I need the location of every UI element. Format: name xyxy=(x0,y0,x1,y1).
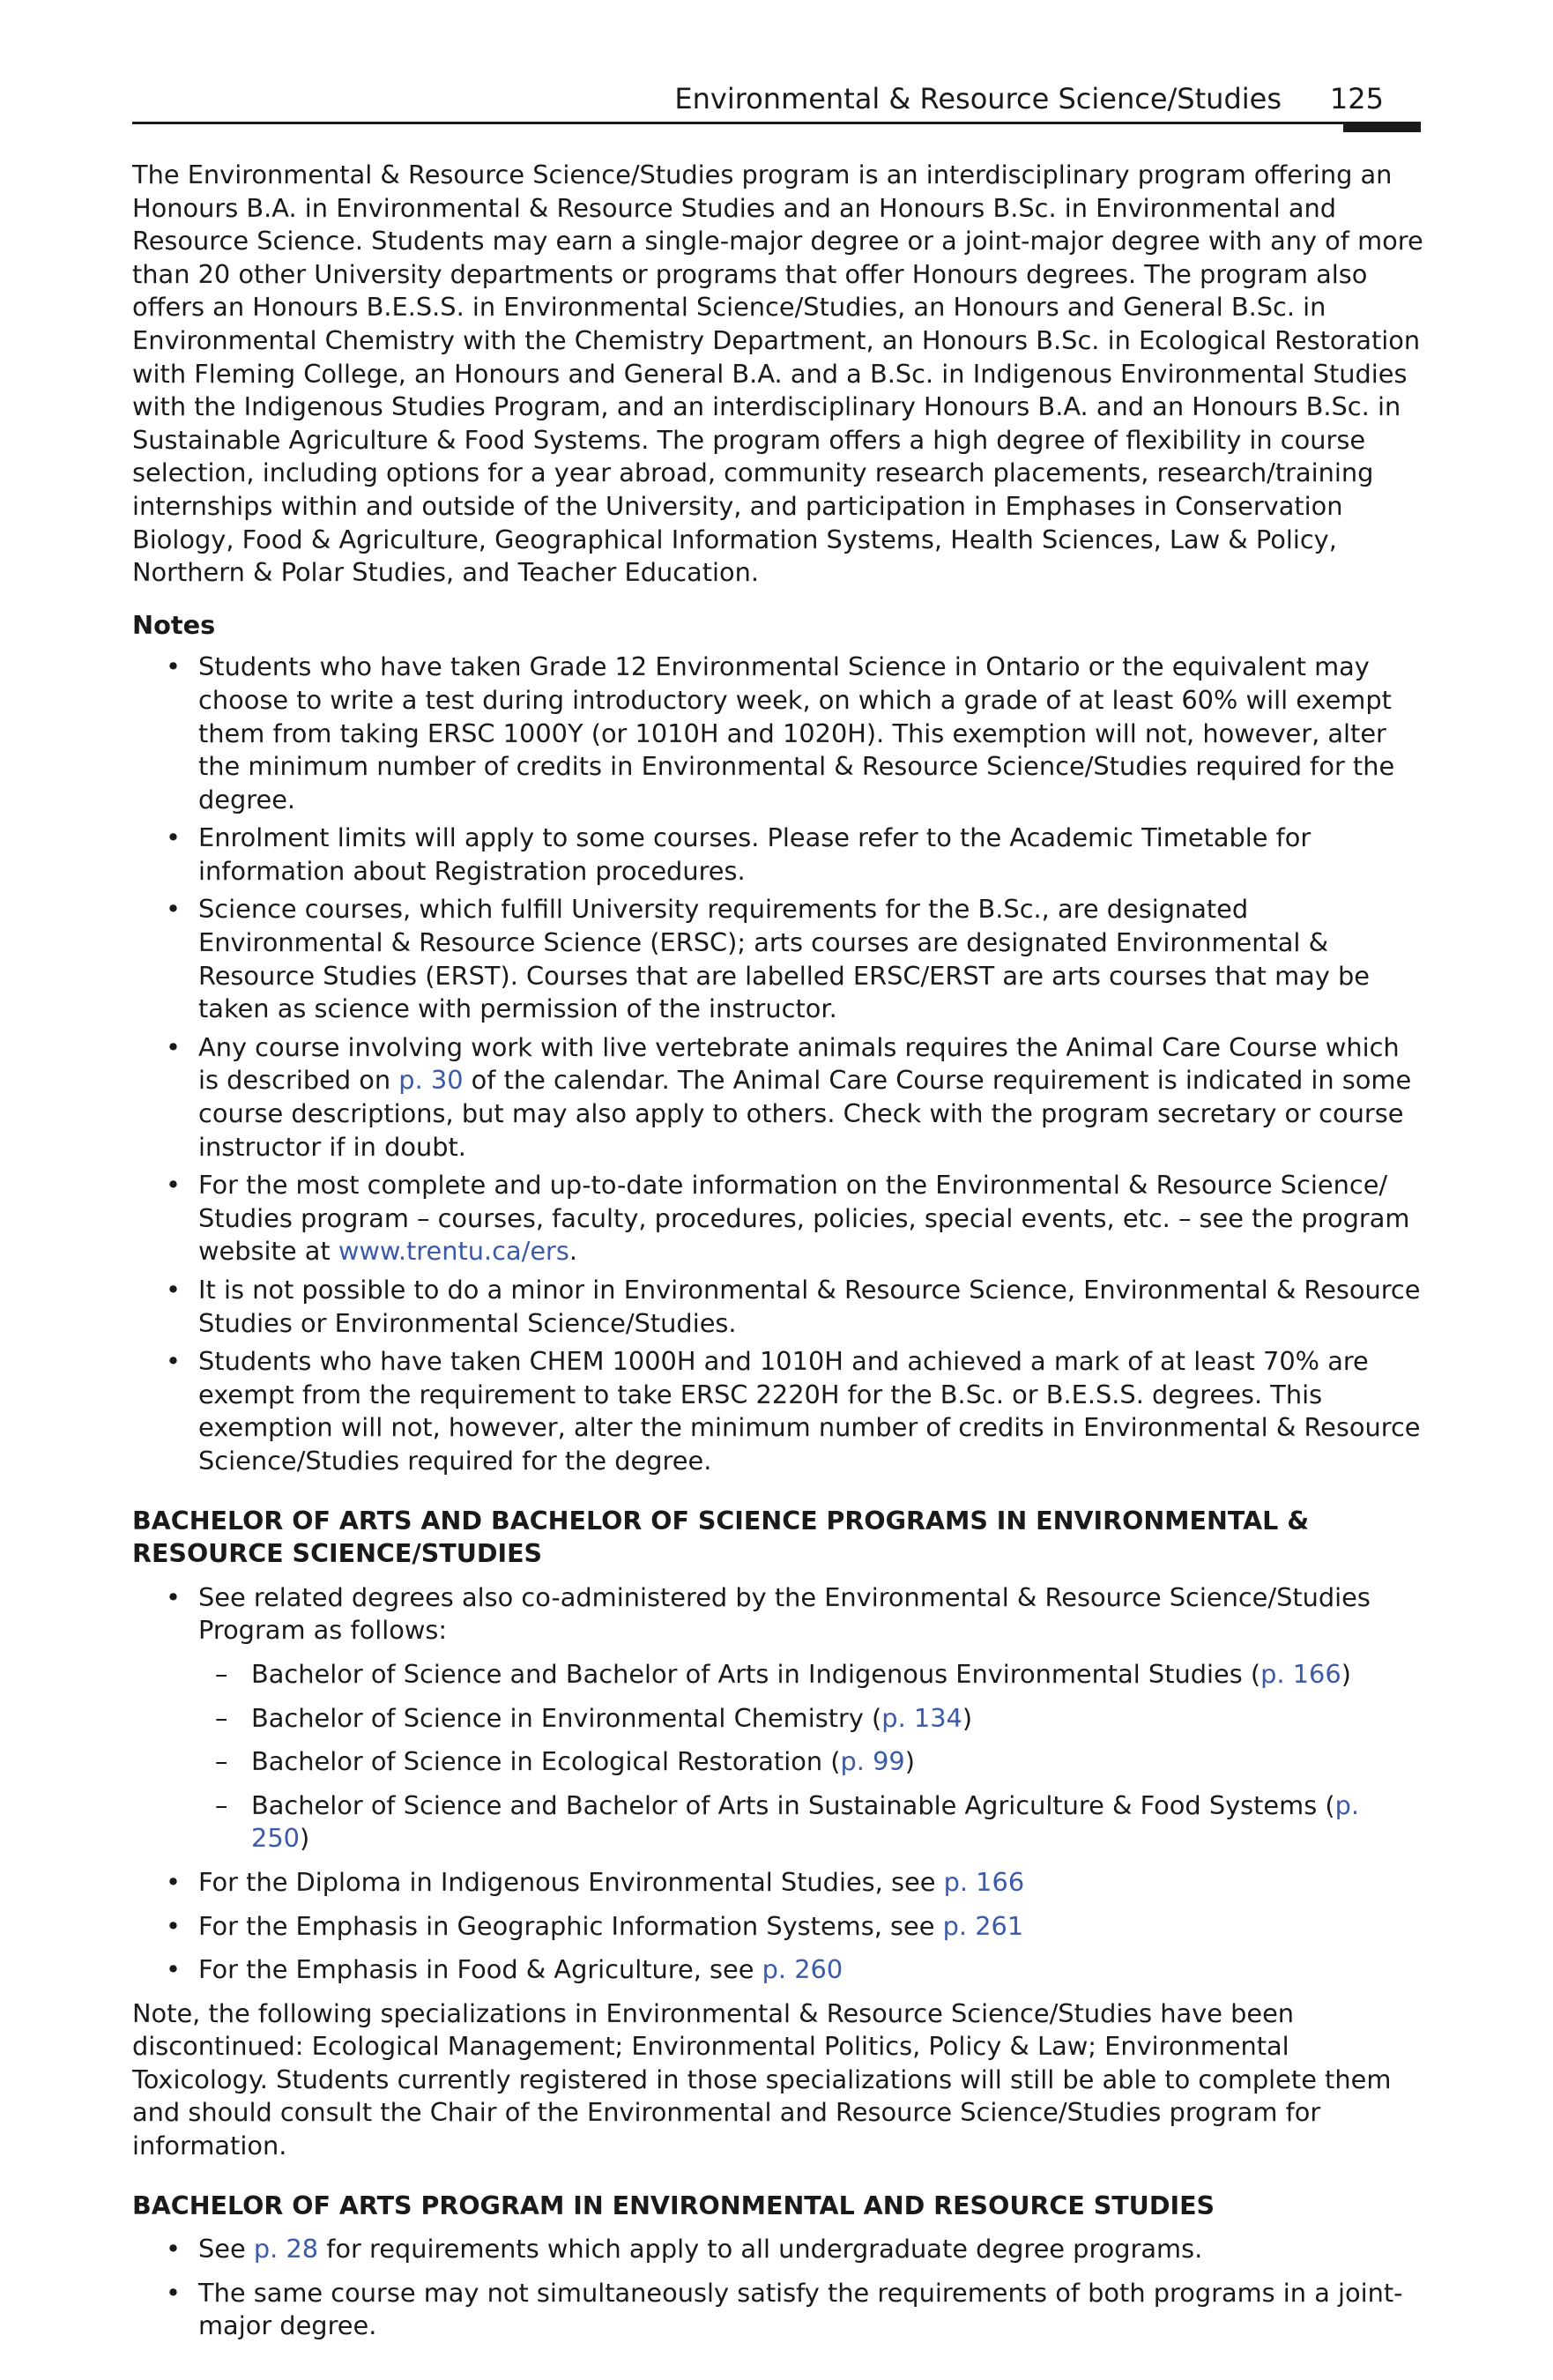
intro-paragraph: The Environmental & Resource Science/Studies program is an interdisciplinary program offering an Honours B.A. in Environmental & Resource Studies and an Honours B.Sc. in Environmental and Resource Science. Students may earn a single-major degree or a joint-major degree with any of more than 20 other University departments or programs that offer Honours degrees. The program also offers an Honours B.E.S.S. in Environmental Science/Studies, an Honours and General B.Sc. in Environmental Chemistry with the Chemistry Department, an Honours B.Sc. in Ecological Restoration with Fleming College, an Honours and General B.A. and a B.Sc. in Indigenous Environmental Studies with the Indigenous Studies Program, and an interdisciplinary Honours B.A. and an Honours B.Sc. in Sustainable Agriculture & Food Systems. The program offers a high degree of flexibility in course selection, including options for a year abroad, community research placements, research/training internships within and outside of the University, and participation in Emphases in Conservation Biology, Food & Agriculture, Geographical Information Systems, Health Sciences, Law & Policy, Northern & Polar Studies, and Teacher Education. xyxy=(132,160,1423,588)
item-text: Bachelor of Science in Ecological Restoration ( xyxy=(251,1746,841,1777)
page-link[interactable]: p. 260 xyxy=(762,1954,843,1985)
note-text: Students who have taken Grade 12 Environmental Science in Ontario or the equivalent may choose to write a test during introductory week, on which a grade of at least 60% will exempt them from taking ERSC 1000Y (or 1010H and 1020H). This exemption will not, however, alter the minimum number of credits in Environmental & Resource Science/Studies required for the degree. xyxy=(198,651,1395,814)
section-heading: BACHELOR OF ARTS PROGRAM IN ENVIRONMENTAL AND RESOURCE STUDIES xyxy=(132,2190,1215,2220)
page-link[interactable]: p. 166 xyxy=(943,1866,1025,1897)
list-item xyxy=(132,1031,1423,1164)
page-link[interactable]: p. 30 xyxy=(398,1065,464,1096)
sub-list-item xyxy=(132,1702,1423,1736)
list-item xyxy=(132,1169,1423,1268)
item-text: See related degrees also co-administered by the Environmental & Resource Science/Studies Program as follows: xyxy=(198,1581,1371,1646)
section1-more-list xyxy=(132,1866,1423,1987)
sub-list-item xyxy=(132,1789,1423,1856)
item-text: Bachelor of Science in Environmental Chemistry ( xyxy=(251,1702,882,1733)
page-link[interactable]: p. 261 xyxy=(942,1910,1024,1941)
item-text: The same course may not simultaneously satisfy the requirements of both programs in a joint-major degree. xyxy=(198,2277,1403,2341)
header-rule xyxy=(132,122,1421,124)
page-content xyxy=(132,159,1423,2348)
page-link[interactable]: p. 134 xyxy=(881,1702,962,1733)
list-item xyxy=(132,822,1423,888)
list-item xyxy=(132,1866,1423,1900)
note-text: of the calendar. The Animal Care Course requirement is indicated in some course descriptions, but may also apply to others. Check with the program secretary or course instructor if in doubt. xyxy=(198,1065,1412,1162)
list-item xyxy=(132,1953,1423,1987)
item-text: ) xyxy=(1341,1658,1351,1689)
item-text: ) xyxy=(904,1746,915,1777)
header-title: Environmental & Resource Science/Studies xyxy=(674,82,1282,115)
page-number: 125 xyxy=(1329,82,1384,115)
list-item xyxy=(132,893,1423,1025)
header-rule-block xyxy=(1343,122,1421,132)
note-text: For the most complete and up-to-date information on the Environmental & Resource Science/ Studies program – courses, faculty, procedures, policies, special events, etc. – see the program website at xyxy=(198,1170,1410,1267)
item-text: ) xyxy=(299,1823,310,1854)
section2-list xyxy=(132,2233,1423,2343)
list-item xyxy=(132,651,1423,816)
website-link[interactable]: www.trentu.ca/ers xyxy=(338,1236,569,1267)
related-degrees-list xyxy=(132,1658,1423,1856)
note-text: It is not possible to do a minor in Environmental & Resource Science, Environmental & Resource Studies or Environmental Science/Studies. xyxy=(198,1275,1421,1338)
notes-heading: Notes xyxy=(132,609,216,640)
list-item xyxy=(132,1274,1423,1340)
section1-list xyxy=(132,1581,1423,1647)
note-text: Enrolment limits will apply to some courses. Please refer to the Academic Timetable for information about Registration procedures. xyxy=(198,822,1312,886)
notes-list xyxy=(132,651,1423,1477)
list-item xyxy=(132,1345,1423,1477)
item-text: For the Diploma in Indigenous Environmental Studies, see xyxy=(198,1866,944,1897)
item-text: for requirements which apply to all undergraduate degree programs. xyxy=(318,2234,1203,2265)
page-link[interactable]: p. 250 xyxy=(251,1789,1360,1854)
item-text: For the Emphasis in Geographic Information Systems, see xyxy=(198,1910,943,1941)
section-heading: BACHELOR OF ARTS AND BACHELOR OF SCIENCE PROGRAMS IN ENVIRONMENTAL & RESOURCE SCIENCE/STUDIES xyxy=(132,1506,1310,1569)
list-item xyxy=(132,2233,1423,2266)
page-link[interactable]: p. 28 xyxy=(253,2234,319,2265)
note-text: Students who have taken CHEM 1000H and 1010H and achieved a mark of at least 70% are exempt from the requirement to take ERSC 2220H for the B.Sc. or B.E.S.S. degrees. This exemption will not, however, alter the minimum number of credits in Environmental & Resource Science/Studies required for the degree. xyxy=(198,1346,1421,1476)
item-text: For the Emphasis in Food & Agriculture, see xyxy=(198,1954,762,1985)
sub-list-item xyxy=(132,1658,1423,1692)
item-text: Bachelor of Science and Bachelor of Arts in Indigenous Environmental Studies ( xyxy=(251,1658,1261,1689)
note-text: Any course involving work with live vertebrate animals requires the Animal Care Course which is described on xyxy=(198,1031,1400,1096)
item-text: ) xyxy=(962,1702,973,1733)
note-text: Science courses, which fulfill University requirements for the B.Sc., are designated Environmental & Resource Science (ERSC); arts courses are designated Environmental & Resource Studies (ERST). Courses that are labelled ERSC/ERST are arts courses that may be taken as science with permission of the instructor. xyxy=(198,894,1371,1024)
running-header xyxy=(132,81,1421,134)
item-text: See xyxy=(198,2234,254,2265)
page-link[interactable]: p. 166 xyxy=(1260,1658,1341,1689)
page-link[interactable]: p. 99 xyxy=(840,1746,905,1777)
note-text: . xyxy=(568,1236,578,1267)
discontinued-note: Note, the following specializations in Environmental & Resource Science/Studies have been discontinued: Ecological Management; Environmental Politics, Policy & Law; Environmental Toxicology. Students currently registered in those specializations will still be able to complete them and should consult the Chair of the Environmental and Resource Science/Studies program for information. xyxy=(132,1997,1392,2161)
list-item xyxy=(132,1581,1423,1647)
list-item xyxy=(132,1910,1423,1944)
sub-list-item xyxy=(132,1745,1423,1779)
item-text: Bachelor of Science and Bachelor of Arts in Sustainable Agriculture & Food Systems ( xyxy=(251,1789,1335,1820)
list-item xyxy=(132,2277,1423,2343)
